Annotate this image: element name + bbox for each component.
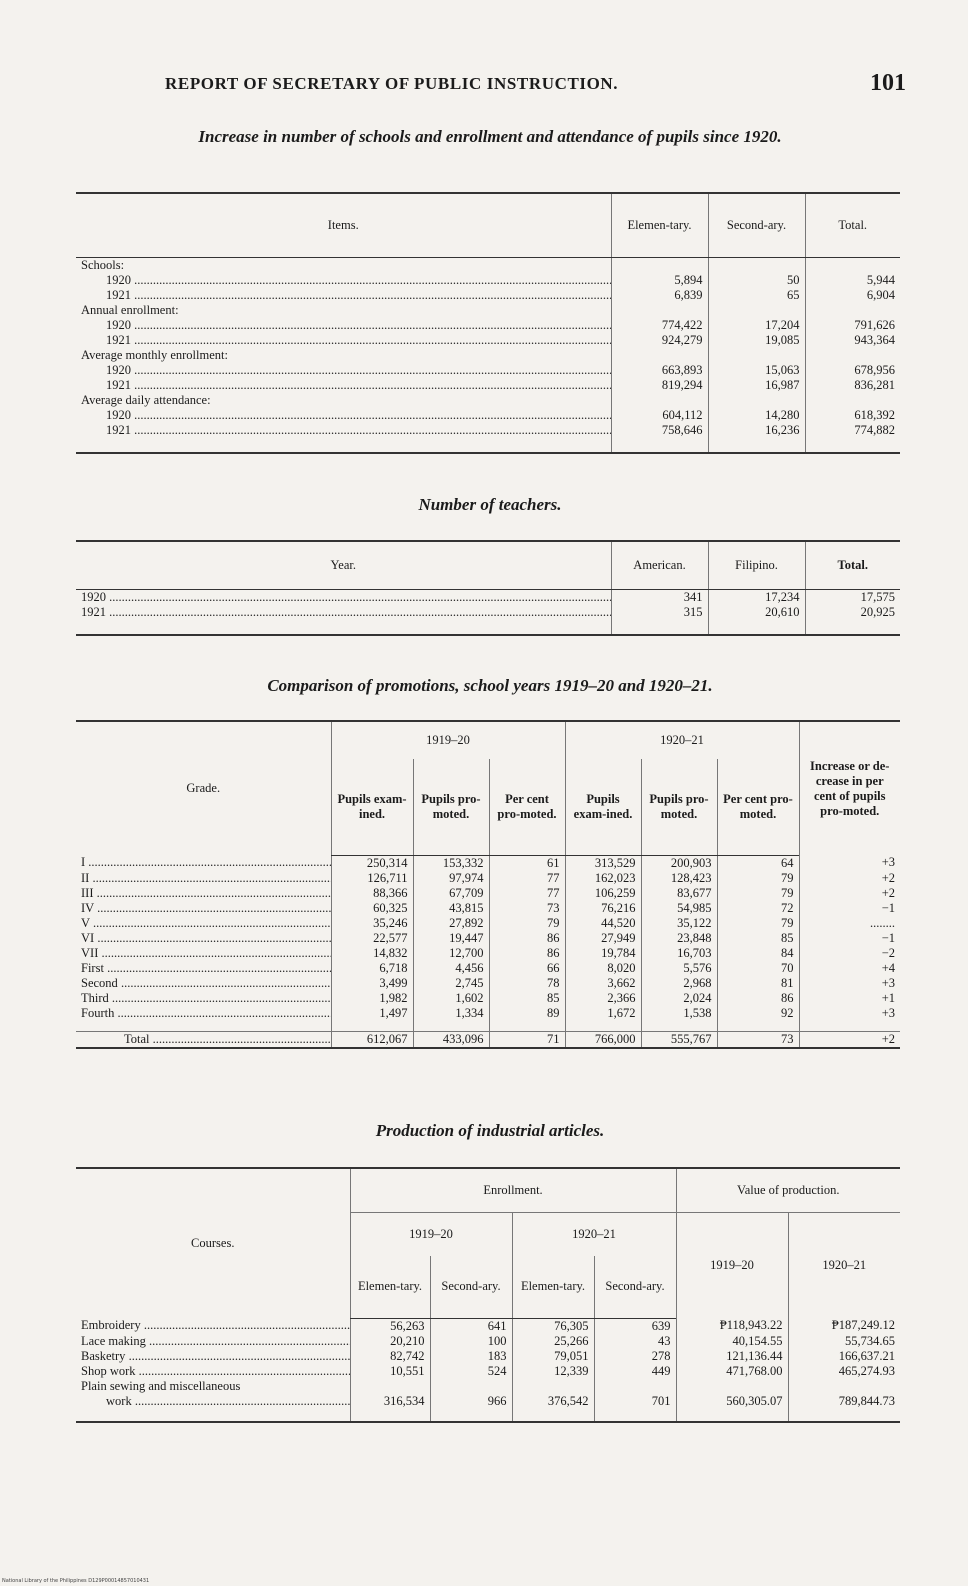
- table-row: 1920 ..... 5,894 50 5,944: [76, 273, 900, 288]
- header-examined: Pupils exam-ined.: [565, 759, 641, 855]
- table-row: 1921 ..... 924,279 19,085 943,364: [76, 333, 900, 348]
- table-row: III ..... 88,366 67,709 77 106,259 83,677 79 +2: [76, 886, 900, 901]
- running-head: REPORT OF SECRETARY OF PUBLIC INSTRUCTION.: [165, 74, 619, 93]
- library-credit: National Library of the Philippines D129P00014857010431: [2, 1578, 150, 1584]
- table-row: VII ..... 14,832 12,700 86 19,784 16,703 84 −2: [76, 946, 900, 961]
- table-row: 1921 ..... 758,646 16,236 774,882: [76, 423, 900, 453]
- table-row: Basketry ..... 82,742 183 79,051 278 121,136.44 166,637.21: [76, 1349, 900, 1364]
- header-secondary: Second-ary.: [708, 193, 805, 257]
- header-grade: Grade.: [76, 721, 331, 855]
- group-label: Annual enrollment:: [81, 302, 179, 317]
- header-percent: Per cent pro-moted.: [489, 759, 565, 855]
- header-total: Total.: [805, 193, 900, 257]
- header-enrollment: Enrollment.: [350, 1168, 676, 1212]
- header-year-1920-21: 1920–21: [565, 721, 799, 759]
- table-row: IV ..... 60,325 43,815 73 76,216 54,985 72 −1: [76, 901, 900, 916]
- header-elementary: Elemen-tary.: [611, 193, 708, 257]
- table-row: Plain sewing and miscellaneous: [76, 1379, 900, 1394]
- table2-caption: Number of teachers.: [418, 495, 562, 514]
- table3-caption: Comparison of promotions, school years 1919–20 and 1920–21.: [267, 676, 713, 695]
- schools-enrollment-table: [76, 192, 900, 454]
- table-row: V ..... 35,246 27,892 79 44,520 35,122 79 ........: [76, 916, 900, 931]
- header-year-1919-20: 1919–20: [350, 1212, 512, 1256]
- header-courses: Courses.: [76, 1168, 350, 1318]
- total-row: Total ..... 612,067 433,096 71 766,000 555,767 73 +2: [76, 1031, 900, 1048]
- header-percent: Per cent pro-moted.: [717, 759, 799, 855]
- table-row: 1920 ..... 663,893 15,063 678,956: [76, 363, 900, 378]
- page-number: 101: [870, 70, 906, 96]
- teachers-table: [76, 540, 900, 636]
- table-row: First ..... 6,718 4,456 66 8,020 5,576 70 +4: [76, 961, 900, 976]
- header-american: American.: [611, 541, 708, 589]
- table-row: 1920 ..... 604,112 14,280 618,392: [76, 408, 900, 423]
- table-row: 1921 ..... 6,839 65 6,904: [76, 288, 900, 303]
- header-value-1920-21: 1920–21: [788, 1212, 900, 1318]
- group-label: Average monthly enrollment:: [81, 347, 228, 362]
- table-row: 1920 ..... 341 17,234 17,575: [76, 589, 900, 605]
- table-row: Fourth ..... 1,497 1,334 89 1,672 1,538 92 +3: [76, 1006, 900, 1032]
- table-row: work ..... 316,534 966 376,542 701 560,305.07 789,844.73: [76, 1394, 900, 1422]
- table-row: VI ..... 22,577 19,447 86 27,949 23,848 85 −1: [76, 931, 900, 946]
- promotions-table: [76, 720, 900, 1049]
- table-row: 1920 ..... 774,422 17,204 791,626: [76, 318, 900, 333]
- header-promoted: Pupils pro-moted.: [641, 759, 717, 855]
- header-year-1920-21: 1920–21: [512, 1212, 676, 1256]
- header-promoted: Pupils pro-moted.: [413, 759, 489, 855]
- table-row: Shop work ..... 10,551 524 12,339 449 471,768.00 465,274.93: [76, 1364, 900, 1379]
- header-secondary: Second-ary.: [594, 1256, 676, 1318]
- header-items: Items.: [76, 193, 611, 257]
- header-year-1919-20: 1919–20: [331, 721, 565, 759]
- header-total: Total.: [805, 541, 900, 589]
- header-increase: Increase or de-crease in per cent of pupils pro-moted.: [799, 721, 900, 855]
- header-secondary: Second-ary.: [430, 1256, 512, 1318]
- header-value-of-production: Value of production.: [676, 1168, 900, 1212]
- header-filipino: Filipino.: [708, 541, 805, 589]
- table-row: I ..... 250,314 153,332 61 313,529 200,903 64 +3: [76, 855, 900, 871]
- header-elementary: Elemen-tary.: [512, 1256, 594, 1318]
- table-row: Embroidery ..... 56,263 641 76,305 639 ₱118,943.22 ₱187,249.12: [76, 1318, 900, 1334]
- table-row: 1921 ..... 819,294 16,987 836,281: [76, 378, 900, 393]
- table4-caption: Production of industrial articles.: [375, 1121, 605, 1140]
- table-row: Second ..... 3,499 2,745 78 3,662 2,968 81 +3: [76, 976, 900, 991]
- table-row: II ..... 126,711 97,974 77 162,023 128,423 79 +2: [76, 871, 900, 886]
- header-elementary: Elemen-tary.: [350, 1256, 430, 1318]
- table-row: Lace making ..... 20,210 100 25,266 43 40,154.55 55,734.65: [76, 1334, 900, 1349]
- industrial-production-table: [76, 1167, 900, 1423]
- group-label: Average daily attendance:: [81, 392, 211, 407]
- header-year: Year.: [76, 541, 611, 589]
- header-examined: Pupils exam-ined.: [331, 759, 413, 855]
- header-value-1919-20: 1919–20: [676, 1212, 788, 1318]
- table-row: Third ..... 1,982 1,602 85 2,366 2,024 86 +1: [76, 991, 900, 1006]
- table-row: 1921 ..... 315 20,610 20,925: [76, 605, 900, 635]
- table1-caption: Increase in number of schools and enrollment and attendance of pupils since 1920.: [198, 127, 782, 146]
- group-label: Schools:: [81, 257, 125, 272]
